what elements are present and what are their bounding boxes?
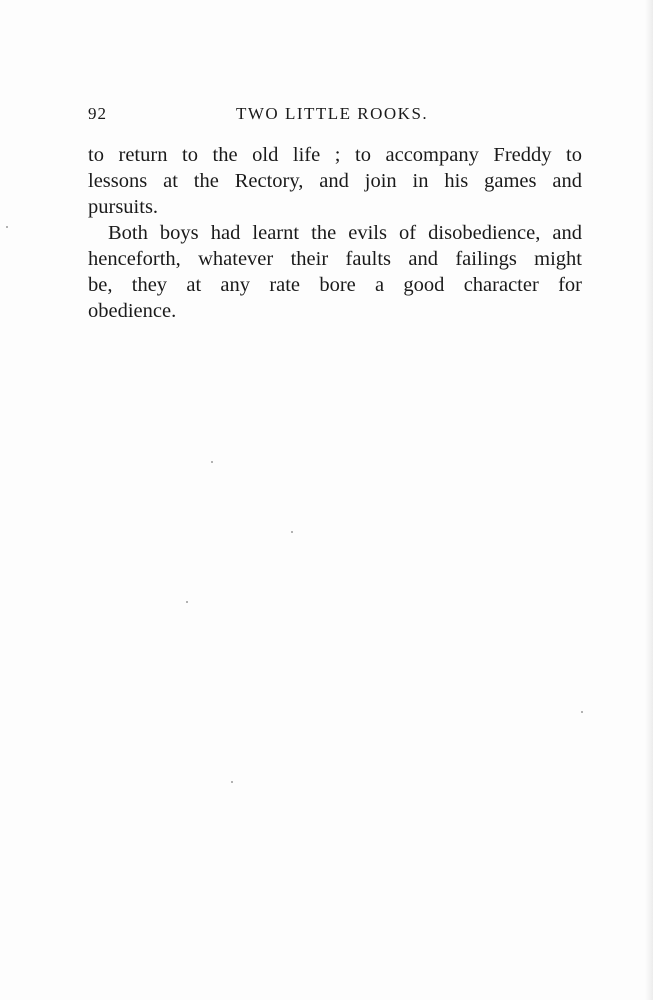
page-number: 92 xyxy=(88,104,107,123)
text-line: lessons at the Rectory, and join in his games and xyxy=(88,170,582,192)
text-line: obedience. xyxy=(88,300,177,322)
text-line: Both boys had learnt the evils of disobedience, and xyxy=(108,222,582,244)
running-head: TWO LITTLE ROOKS. xyxy=(236,104,429,123)
text-line: henceforth, whatever their faults and failings might xyxy=(88,248,582,270)
paper-speck xyxy=(581,711,583,713)
text-line: to return to the old life ; to accompany Freddy to xyxy=(88,144,582,166)
text-line: pursuits. xyxy=(88,196,159,218)
page-edge-shadow xyxy=(645,0,653,1000)
paper-speck xyxy=(231,781,233,783)
paper-speck xyxy=(291,531,293,533)
paragraph-1 xyxy=(88,142,582,220)
page-header xyxy=(88,104,580,130)
paper-speck xyxy=(6,226,8,228)
text-line: be, they at any rate bore a good character for xyxy=(88,274,582,296)
body-text xyxy=(88,142,582,324)
paper-speck xyxy=(211,461,213,463)
paper-speck xyxy=(186,601,188,603)
paragraph-2 xyxy=(88,220,582,324)
